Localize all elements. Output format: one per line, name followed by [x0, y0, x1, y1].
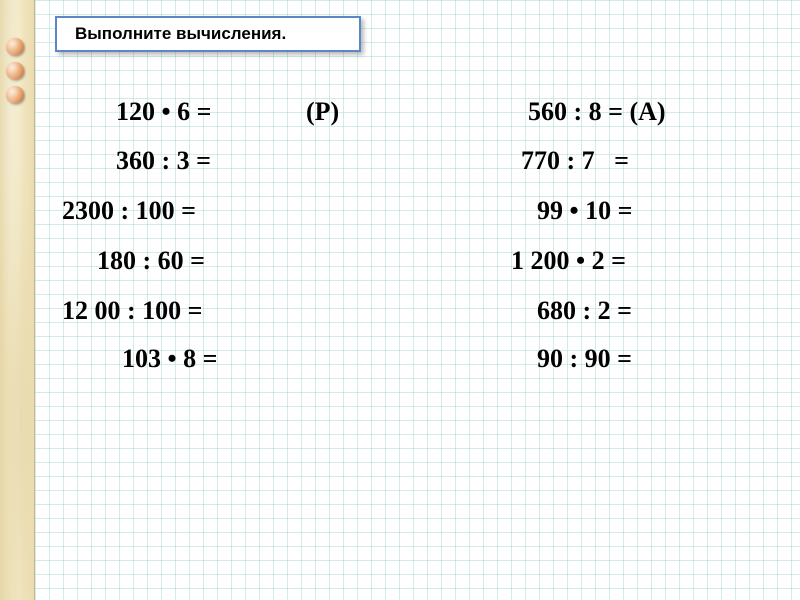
bead-ornament — [6, 86, 24, 104]
left-expression-5: 12 00 : 100 = — [62, 296, 203, 325]
bead-ornament — [6, 38, 24, 56]
task-title: Выполните вычисления. — [55, 16, 361, 52]
left-expression-2: 360 : 3 = — [116, 146, 211, 175]
left-expression-4: 180 : 60 = — [97, 246, 205, 275]
right-expression-4: 1 200 • 2 = — [511, 246, 626, 275]
left-marker: (Р) — [306, 97, 340, 126]
decorative-sidebar — [0, 0, 35, 600]
left-expression-3: 2300 : 100 = — [62, 196, 196, 225]
bead-ornament — [6, 62, 24, 80]
right-expression-5: 680 : 2 = — [537, 296, 632, 325]
right-expression-3: 99 • 10 = — [537, 196, 633, 225]
right-expression-6: 90 : 90 = — [537, 344, 632, 373]
right-expression-2: 770 : 7 = — [521, 146, 629, 175]
left-expression-1: 120 • 6 = — [116, 97, 212, 126]
right-expression-1: 560 : 8 = (А) — [528, 97, 666, 126]
left-expression-6: 103 • 8 = — [122, 344, 218, 373]
